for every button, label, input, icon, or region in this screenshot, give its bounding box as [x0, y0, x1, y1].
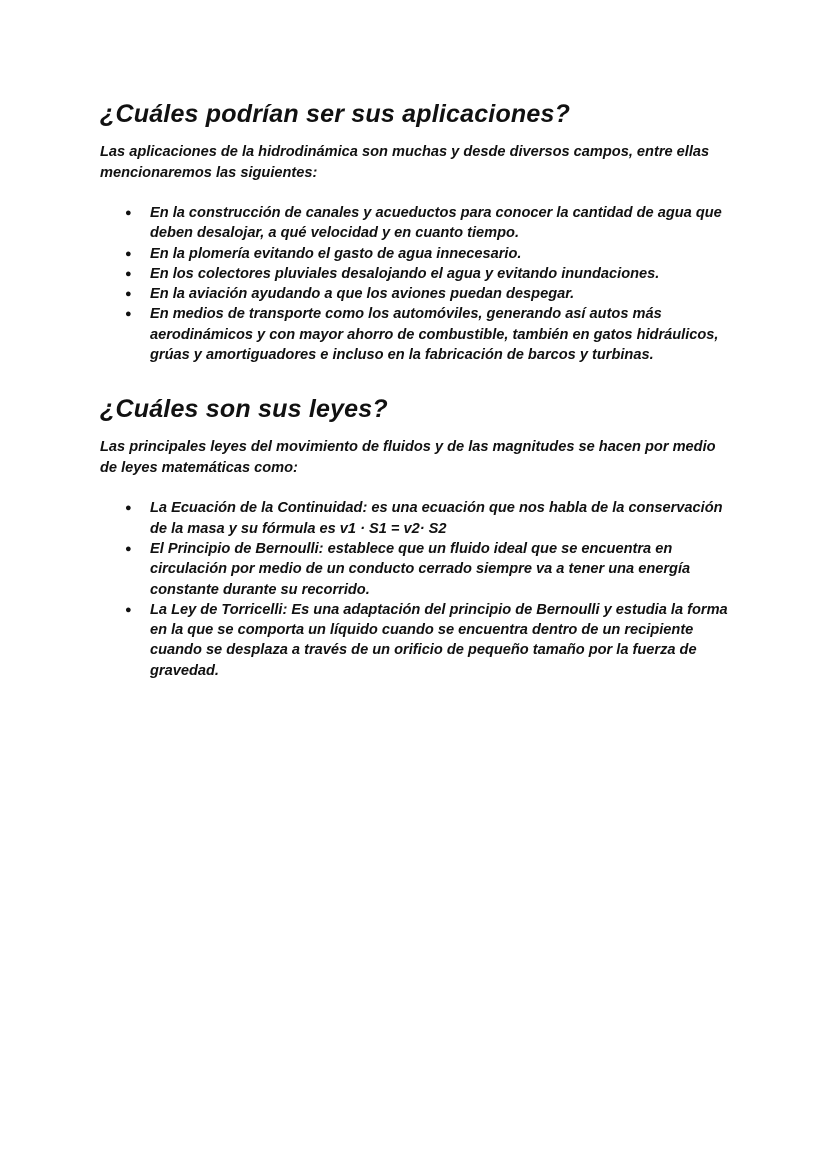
list-item-text: En la aviación ayudando a que los aviones puedan despegar. — [150, 286, 575, 303]
list-item-text: El Principio de Bernoulli: establece que un fluido ideal que se encuentra en circulación por medio de un conducto cerrado siempre va a tener una energía constante durante su recorrido. — [150, 540, 691, 598]
bullet-icon: ● — [125, 267, 132, 280]
list-item — [125, 203, 730, 244]
bullet-icon: ● — [125, 603, 132, 616]
list-item-text: La Ley de Torricelli: Es una adaptación del principio de Bernoulli y estudia la forma en la que se comporta un líquido cuando se encuentra dentro de un recipiente cuando se desplaza a través de un orificio de pequeño tamaño por la fuerza de gravedad. — [150, 601, 728, 679]
list-item — [125, 264, 730, 284]
list-item-text: La Ecuación de la Continuidad: es una ecuación que nos habla de la conservación de la masa y su fórmula es v1 · S1 = v2· S2 — [150, 500, 723, 537]
list-item — [125, 498, 730, 539]
list-item-text: En los colectores pluviales desalojando el agua y evitando inundaciones. — [150, 265, 660, 282]
bullet-icon: ● — [125, 308, 132, 321]
section-intro: Las principales leyes del movimiento de fluidos y de las magnitudes se hacen por medio de leyes matemáticas como: — [100, 439, 716, 476]
bullet-icon: ● — [125, 542, 132, 555]
list-item — [125, 600, 730, 681]
section-intro: Las aplicaciones de la hidrodinámica son muchas y desde diversos campos, entre ellas mencionaremos las siguientes: — [100, 144, 710, 181]
bullet-list — [100, 498, 730, 681]
section-heading: ¿Cuáles podrían ser sus aplicaciones? — [100, 100, 571, 128]
list-item — [125, 284, 730, 304]
bullet-icon: ● — [125, 247, 132, 260]
bullet-icon: ● — [125, 288, 132, 301]
list-item — [125, 304, 730, 365]
list-item-text: En medios de transporte como los automóviles, generando así autos más aerodinámicos y con mayor ahorro de combustible, también en gatos hidráulicos, grúas y amortiguadores e incluso en la fabricación de barcos y turbinas. — [150, 306, 719, 364]
list-item-text: En la construcción de canales y acueductos para conocer la cantidad de agua que deben desalojar, a qué velocidad y en cuanto tiempo. — [150, 205, 722, 242]
section-applications — [100, 96, 730, 365]
document-page — [100, 96, 730, 681]
bullet-list — [100, 203, 730, 365]
list-item-text: En la plomería evitando el gasto de agua innecesario. — [150, 245, 522, 262]
bullet-icon: ● — [125, 207, 132, 219]
section-heading: ¿Cuáles son sus leyes? — [100, 395, 388, 424]
list-item — [125, 539, 730, 600]
list-item — [125, 244, 730, 264]
bullet-icon: ● — [125, 502, 132, 515]
section-laws — [100, 391, 730, 681]
